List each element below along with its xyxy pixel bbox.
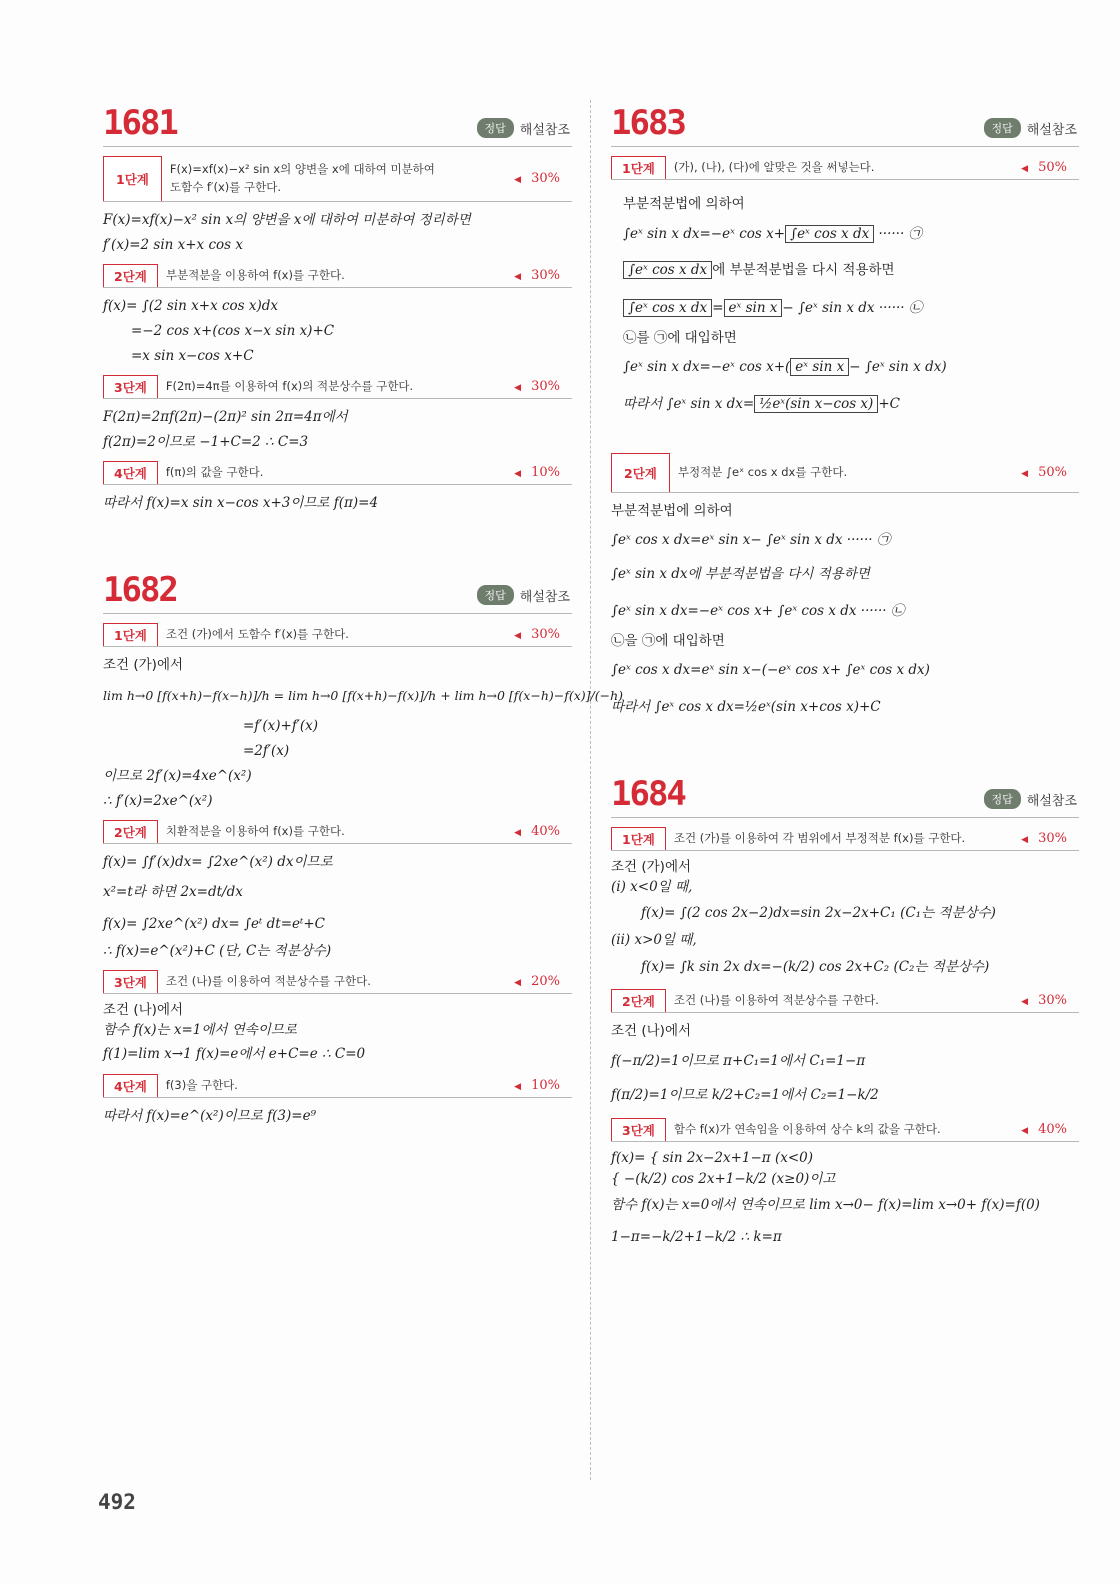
step-4: [103, 461, 572, 485]
solution-line: =f′(x)+f′(x): [243, 718, 319, 734]
step-description: F(2π)=4π를 이용하여 f(x)의 적분상수를 구한다.: [165, 378, 414, 393]
solution-line: 따라서 ∫eˣ cos x dx=½eˣ(sin x+cos x)+C: [611, 699, 881, 715]
left-column: [103, 95, 624, 1129]
solution-line: (ⅱ) x>0일 때,: [611, 932, 697, 948]
step-label: 2단계: [103, 820, 158, 843]
solution-line: ∴ f(x)=e^(x²)+C (단, C는 적분상수): [103, 943, 332, 959]
step-percent: ◀ 30%: [514, 268, 572, 283]
problem-number: 1681: [103, 103, 177, 143]
solution-line: [623, 289, 1079, 327]
answer-tag: [984, 118, 1078, 138]
solution-line: f(x)= ∫k sin 2x dx=−(k/2) cos 2x+C₂ (C₂는 적분상수): [641, 959, 990, 975]
solution-line: (ⅰ) x<0일 때,: [611, 879, 693, 895]
step-label: 3단계: [611, 1118, 666, 1141]
step-1: [103, 623, 572, 647]
step-label: 1단계: [103, 156, 162, 201]
solution-line: [623, 385, 1079, 423]
step-description: [162, 161, 514, 196]
step-percent: ◀ 30%: [514, 627, 572, 642]
step-description: f(π)의 값을 구한다.: [165, 464, 264, 479]
solution-line: 이므로 2f′(x)=4xe^(x²): [103, 768, 252, 784]
solution-line: f(x)= ∫f′(x)dx= ∫2xe^(x²) dx이므로: [103, 854, 333, 870]
step-label: 2단계: [103, 264, 158, 287]
solution-line: F(x)=xf(x)−x² sin x의 양변을 x에 대하여 미분하여 정리하면: [103, 212, 471, 228]
answer-text: 해설참조: [1026, 122, 1077, 138]
problem-number: 1683: [611, 103, 685, 143]
step-1: [611, 827, 1079, 851]
solution-line: f(1)=lim x→1 f(x)=e에서 e+C=e ∴ C=0: [103, 1046, 366, 1062]
step-description: 부분적분을 이용하여 f(x)를 구한다.: [165, 267, 345, 282]
solution-line: =2f′(x): [243, 743, 290, 759]
step-percent: ◀ 30%: [514, 379, 572, 394]
step-1-body: [611, 186, 1079, 423]
blank-box-c: ½eˣ(sin x−cos x): [754, 395, 878, 413]
blank-box-a: ∫eˣ cos x dx: [623, 299, 712, 317]
solution-line: ∫eˣ sin x dx에 부분적분법을 다시 적용하면: [611, 566, 870, 582]
step-percent: ◀ 30%: [514, 171, 572, 186]
step-description-line: F(x)=xf(x)−x² sin x의 양변을 x에 대하여 미분하여: [169, 162, 435, 177]
step-description: 조건 (나)를 이용하여 적분상수를 구한다.: [165, 973, 371, 988]
problem-header: [103, 562, 572, 614]
step-label: 4단계: [103, 461, 158, 484]
step-percent: ◀ 50%: [1021, 465, 1079, 480]
solution-line: 부분적분법에 의하여: [623, 196, 745, 212]
solution-line: F(2π)=2πf(2π)−(2π)² sin 2π=4π에서: [103, 409, 348, 425]
step-description: 조건 (가)를 이용하여 각 범위에서 부정적분 f(x)를 구한다.: [673, 830, 966, 845]
formula-part: ∫eˣ sin x dx=−eˣ cos x+: [623, 226, 786, 242]
column-divider: [590, 100, 591, 1480]
solution-line: ∫eˣ cos x dx=eˣ sin x−(−eˣ cos x+ ∫eˣ cos x dx): [611, 662, 930, 678]
problem-header: [611, 95, 1079, 147]
blank-box-a: ∫eˣ cos x dx: [785, 225, 874, 243]
step-3: [103, 375, 572, 399]
problem-number: 1682: [103, 570, 177, 610]
problem-1684: [611, 766, 1079, 1254]
blank-box-b: eˣ sin x: [790, 358, 849, 376]
problem-1683: [611, 95, 1079, 726]
problem-1682: [103, 562, 624, 1129]
solution-line: 1−π=−k/2+1−k/2 ∴ k=π: [611, 1229, 782, 1245]
solution-line: [623, 217, 1079, 251]
solution-line: ∫eˣ sin x dx=−eˣ cos x+ ∫eˣ cos x dx ······ ㉡: [611, 603, 905, 619]
solution-line: 부분적분법에 의하여: [611, 503, 733, 519]
solution-line: 조건 (가)에서: [103, 657, 184, 673]
solution-line: [623, 251, 1079, 289]
formula-part: − ∫eˣ sin x dx): [849, 359, 947, 375]
solution-line: 따라서 f(x)=x sin x−cos x+3이므로 f(π)=4: [103, 495, 379, 511]
solution-line: [623, 349, 1079, 385]
formula-part: ∫eˣ sin x dx=−eˣ cos x+(: [623, 359, 791, 375]
step-description-line: 도함수 f′(x)를 구한다.: [169, 179, 282, 194]
formula-part: 따라서 ∫eˣ sin x dx=: [623, 396, 755, 412]
step-2: [103, 820, 572, 844]
blank-box-a: ∫eˣ cos x dx: [623, 261, 712, 279]
solution-line: x²=t라 하면 2x=dt/dx: [103, 884, 243, 900]
step-2: [103, 264, 572, 288]
step-3: [103, 970, 572, 994]
step-1: [103, 156, 572, 202]
step-percent: ◀ 40%: [1021, 1122, 1079, 1137]
step-label: 2단계: [611, 989, 666, 1012]
answer-badge: 정답: [477, 118, 514, 138]
step-percent: ◀ 20%: [514, 974, 572, 989]
step-description: f(3)을 구한다.: [165, 1077, 238, 1092]
answer-text: 해설참조: [1026, 793, 1077, 809]
problem-header: [611, 766, 1079, 818]
solution-line: 따라서 f(x)=e^(x²)이므로 f(3)=e⁹: [103, 1108, 316, 1124]
step-label: 3단계: [103, 375, 158, 398]
solution-line: f(x)= { sin 2x−2x+1−π (x<0): [611, 1150, 813, 1166]
formula-part: ······ ㉠: [874, 226, 923, 242]
step-label: 1단계: [611, 156, 666, 179]
solution-line: =x sin x−cos x+C: [131, 348, 254, 364]
step-description: (가), (나), (다)에 알맞은 것을 써넣는다.: [673, 159, 875, 174]
solution-line: f(2π)=2이므로 −1+C=2 ∴ C=3: [103, 434, 309, 450]
formula-part: +C: [878, 396, 900, 412]
solution-line: 조건 (나)에서: [611, 1023, 692, 1039]
solution-line: lim h→0 [f(x+h)−f(x−h)]/h = lim h→0 [f(x+h)−f(x)]/h + lim h→0 [f(x−h)−f(x)]/(−h): [103, 688, 624, 703]
solution-line: f(−π/2)=1이므로 π+C₁=1에서 C₁=1−π: [611, 1053, 866, 1069]
step-percent: ◀ 10%: [514, 465, 572, 480]
answer-text: 해설참조: [519, 589, 570, 605]
step-label: 1단계: [103, 623, 158, 646]
formula-part: − ∫eˣ sin x dx ······ ㉡: [782, 300, 923, 316]
problem-header: [103, 95, 572, 147]
solution-line: f(x)= ∫(2 cos 2x−2)dx=sin 2x−2x+C₁ (C₁는 적분상수): [641, 905, 996, 921]
solution-line: { −(k/2) cos 2x+1−k/2 (x≥0)이고: [611, 1171, 836, 1187]
formula-part: =: [712, 300, 724, 316]
solution-line: 함수 f(x)는 x=1에서 연속이므로: [103, 1022, 297, 1038]
step-label: 3단계: [103, 970, 158, 993]
step-description: 조건 (가)에서 도함수 f′(x)를 구한다.: [165, 626, 349, 641]
right-column: [611, 95, 1079, 1254]
step-4: [103, 1074, 572, 1098]
step-percent: ◀ 50%: [1021, 160, 1079, 175]
step-2: [611, 989, 1079, 1013]
solution-line: f(π/2)=1이므로 k/2+C₂=1에서 C₂=1−k/2: [611, 1087, 879, 1103]
step-description: 부정적분 ∫eˣ cos x dx를 구한다.: [677, 464, 848, 479]
answer-badge: 정답: [477, 585, 514, 605]
formula-part: 에 부분적분법을 다시 적용하면: [712, 262, 895, 278]
step-description: 함수 f(x)가 연속임을 이용하여 상수 k의 값을 구한다.: [673, 1121, 941, 1136]
step-label: 4단계: [103, 1074, 158, 1097]
problem-number: 1684: [611, 774, 685, 814]
solution-line: f′(x)=2 sin x+x cos x: [103, 237, 243, 253]
step-2: [611, 453, 1079, 493]
solution-line: f(x)= ∫(2 sin x+x cos x)dx: [103, 298, 279, 314]
solution-line: f(x)= ∫2xe^(x²) dx= ∫eᵗ dt=eᵗ+C: [103, 916, 325, 932]
solution-line: ∴ f′(x)=2xe^(x²): [103, 793, 213, 809]
answer-badge: 정답: [984, 789, 1021, 809]
step-description: 조건 (나)를 이용하여 적분상수를 구한다.: [673, 992, 879, 1007]
step-1: [611, 156, 1079, 180]
solution-line: 조건 (나)에서: [103, 1002, 184, 1018]
blank-box-b: eˣ sin x: [724, 299, 783, 317]
solution-line: =−2 cos x+(cos x−x sin x)+C: [131, 323, 335, 339]
answer-tag: [984, 789, 1078, 809]
step-label: 1단계: [611, 827, 666, 850]
step-percent: ◀ 30%: [1021, 993, 1079, 1008]
answer-tag: [477, 585, 571, 605]
solution-line: ∫eˣ cos x dx=eˣ sin x− ∫eˣ sin x dx ······ ㉠: [611, 532, 891, 548]
problem-1681: [103, 95, 572, 516]
page-number: 492: [98, 1490, 136, 1514]
step-description: 치환적분을 이용하여 f(x)를 구한다.: [165, 823, 345, 838]
step-percent: ◀ 40%: [514, 824, 572, 839]
step-3: [611, 1118, 1079, 1142]
step-label: 2단계: [611, 453, 670, 492]
answer-tag: [477, 118, 571, 138]
solution-line: 조건 (가)에서: [611, 859, 692, 875]
solution-line: ㉡를 ㉠에 대입하면: [623, 330, 737, 346]
step-percent: ◀ 30%: [1021, 831, 1079, 846]
solution-line: 함수 f(x)는 x=0에서 연속이므로 lim x→0− f(x)=lim x→0+ f(x)=f(0): [611, 1197, 1040, 1213]
answer-badge: 정답: [984, 118, 1021, 138]
solution-line: ㉡을 ㉠에 대입하면: [611, 633, 725, 649]
answer-text: 해설참조: [519, 122, 570, 138]
step-percent: ◀ 10%: [514, 1078, 572, 1093]
